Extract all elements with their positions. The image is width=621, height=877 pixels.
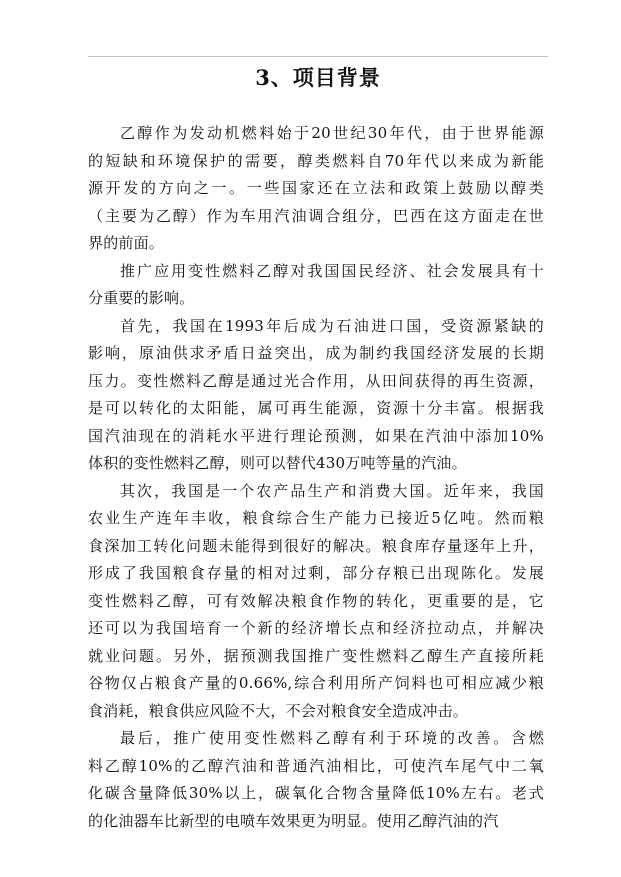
text-line: 是可以转化的太阳能，属可再生能源，资源十分丰富。根据我 xyxy=(88,399,544,417)
text-line: 谷物仅占粮食产量的0.66%,综合利用所产饲料也可相应减少粮 xyxy=(88,674,544,692)
text-line: 食消耗，粮食供应风险不大，不会对粮食安全造成冲击。 xyxy=(88,701,469,720)
text-line: 推广应用变性燃料乙醇对我国国民经济、社会发展具有十 xyxy=(120,261,544,280)
text-line: （主要为乙醇）作为车用汽油调合组分，巴西在这方面走在世 xyxy=(88,206,544,225)
text-line: 料乙醇10%的乙醇汽油和普通汽油相比，可使汽车尾气中二氧 xyxy=(88,756,544,775)
text-line: 食深加工转化问题未能得到很好的解决。粮食库存量逐年上升， xyxy=(88,536,544,555)
document-body xyxy=(88,120,544,835)
text-line: 的化油器车比新型的电喷车效果更为明显。使用乙醇汽油的汽 xyxy=(88,811,499,830)
text-line: 变性燃料乙醇，可有效解决粮食作物的转化，更重要的是，它 xyxy=(88,591,544,610)
text-line: 分重要的影响。 xyxy=(88,289,195,307)
text-line: 源开发的方向之一。一些国家还在立法和政策上鼓励以醇类 xyxy=(88,179,544,197)
text-line: 的短缺和环境保护的需要，醇类燃料自70年代以来成为新能 xyxy=(88,151,544,170)
text-line: 压力。变性燃料乙醇是通过光合作用，从田间获得的再生资源， xyxy=(88,371,544,390)
text-line: 国汽油现在的消耗水平进行理论预测，如果在汽油中添加10% xyxy=(88,426,544,445)
text-line: 还可以为我国培育一个新的经济增长点和经济拉动点，并解决 xyxy=(88,619,544,637)
text-line: 首先，我国在1993年后成为石油进口国，受资源紧缺的 xyxy=(120,316,544,335)
text-line: 乙醇作为发动机燃料始于20世纪30年代，由于世界能源 xyxy=(120,124,544,142)
paragraph xyxy=(88,120,544,258)
text-line: 化碳含量降低30%以上，碳氧化合物含量降低10%左右。老式 xyxy=(88,784,544,802)
text-line: 最后，推广使用变性燃料乙醇有利于环境的改善。含燃 xyxy=(120,729,544,747)
paragraph xyxy=(88,725,544,835)
text-line: 其次，我国是一个农产品生产和消费大国。近年来，我国 xyxy=(120,481,544,500)
text-line: 农业生产连年丰收，粮食综合生产能力已接近5亿吨。然而粮 xyxy=(88,509,544,527)
text-line: 体积的变性燃料乙醇，则可以替代430万吨等量的汽油。 xyxy=(88,454,467,472)
section-title: 3、项目背景 xyxy=(255,65,381,90)
paragraph xyxy=(88,478,544,726)
text-line: 界的前面。 xyxy=(88,234,165,252)
paragraph xyxy=(88,258,544,313)
header-rule xyxy=(88,56,548,57)
text-line: 形成了我国粮食存量的相对过剩，部分存粮已出现陈化。发展 xyxy=(88,564,544,582)
text-line: 影响，原油供求矛盾日益突出，成为制约我国经济发展的长期 xyxy=(88,344,544,362)
text-line: 就业问题。另外，据预测我国推广变性燃料乙醇生产直接所耗 xyxy=(88,646,544,665)
paragraph xyxy=(88,313,544,478)
